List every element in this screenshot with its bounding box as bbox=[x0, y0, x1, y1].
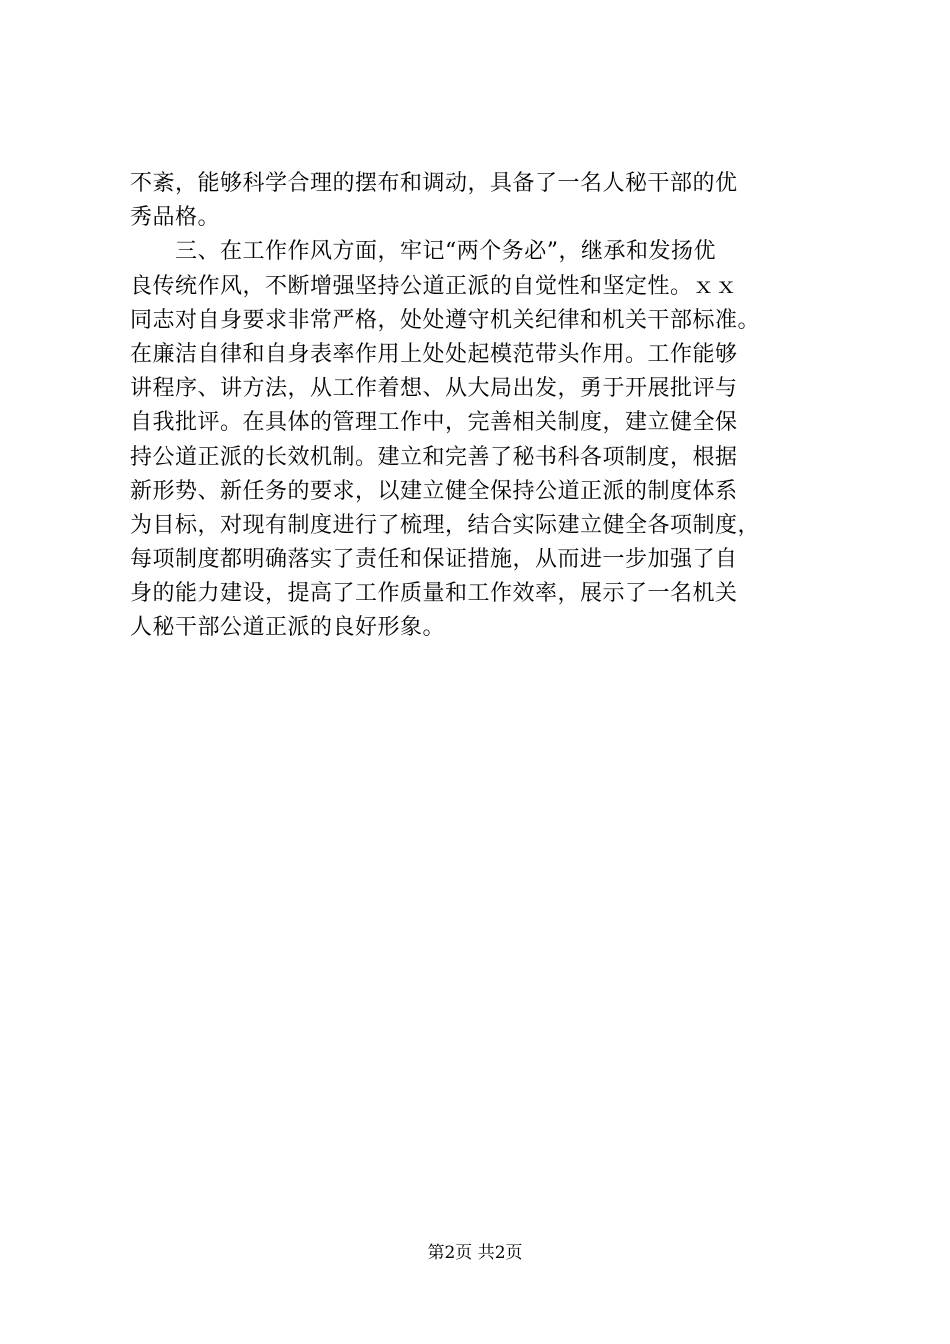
page-footer bbox=[0, 1241, 950, 1265]
body-line-2: 秀品格。 bbox=[130, 205, 221, 231]
body-line-6: 在廉洁自律和自身表率作用上处处起模范带头作用。工作能够 bbox=[130, 341, 738, 367]
document-body bbox=[130, 167, 850, 646]
body-line-13: 身的能力建设，提高了工作质量和工作效率，展示了一名机关 bbox=[130, 581, 738, 607]
body-line-14: 人秘干部公道正派的良好形象。 bbox=[130, 615, 446, 641]
body-line-1: 不紊，能够科学合理的摆布和调动，具备了一名人秘干部的优 bbox=[130, 171, 738, 196]
page-number: 第2页 共2页 bbox=[427, 1243, 523, 1263]
body-line-4: 良传统作风，不断增强坚持公道正派的自觉性和坚定性。ｘｘ bbox=[130, 273, 738, 299]
body-line-7: 讲程序、讲方法，从工作着想、从大局出发，勇于开展批评与 bbox=[130, 376, 738, 402]
body-line-8: 自我批评。在具体的管理工作中，完善相关制度，建立健全保 bbox=[130, 410, 738, 436]
body-line-10: 新形势、新任务的要求，以建立健全保持公道正派的制度体系 bbox=[130, 478, 738, 504]
body-line-9: 持公道正派的长效机制。建立和完善了秘书科各项制度，根据 bbox=[130, 444, 738, 470]
body-line-11: 为目标，对现有制度进行了梳理，结合实际建立健全各项制度， bbox=[130, 512, 761, 538]
body-line-3: 三、在工作作风方面，牢记“两个务必”，继承和发扬优 bbox=[130, 239, 716, 265]
body-line-5: 同志对自身要求非常严格，处处遵守机关纪律和机关干部标准。 bbox=[130, 307, 761, 333]
body-line-12: 每项制度都明确落实了责任和保证措施，从而进一步加强了自 bbox=[130, 547, 738, 573]
